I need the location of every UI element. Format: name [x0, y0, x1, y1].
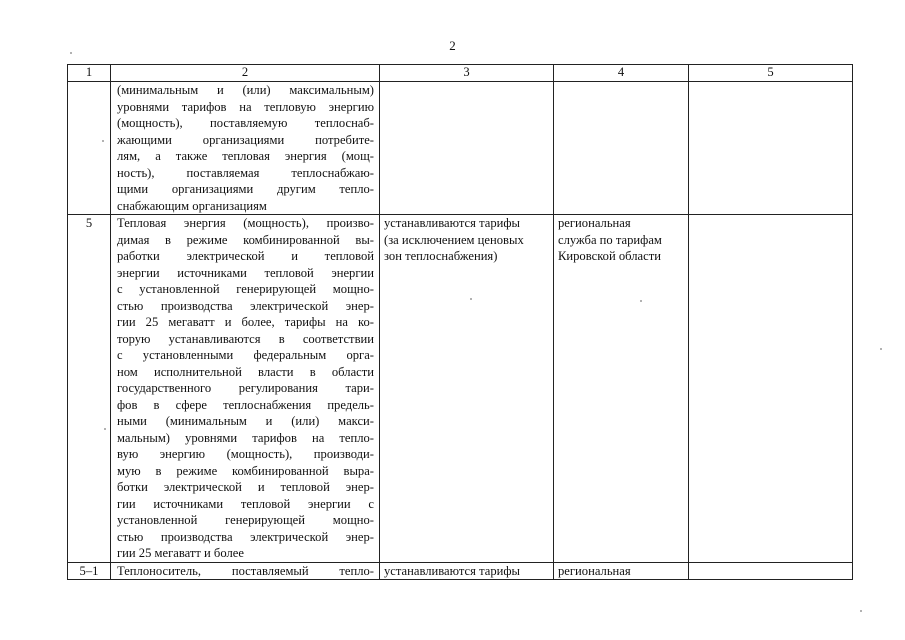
scan-speck [640, 300, 642, 302]
description-line: работки электрической и тепловой [117, 249, 374, 263]
row-authority [554, 562, 689, 580]
row-authority [554, 82, 689, 215]
description-line: Тепловая энергия (мощность), произво- [117, 216, 374, 230]
table-row [68, 82, 853, 215]
description-line: государственного регулирования тари- [117, 381, 374, 395]
description-line: ными (минимальным и (или) макси- [117, 414, 374, 428]
description-line: торую устанавливаются в соответствии [117, 331, 374, 346]
authority-line: региональная [558, 563, 631, 578]
description-line: вую энергию (мощность), производи- [117, 447, 374, 461]
description-line: димая в режиме комбинированной вы- [117, 232, 374, 247]
scan-speck [70, 52, 72, 54]
description-line: уровнями тарифов на тепловую энергию [117, 99, 374, 114]
row-note [689, 215, 853, 563]
scan-speck [860, 610, 862, 612]
description-line: ность), поставляемая теплоснабжаю- [117, 165, 374, 180]
scan-speck [104, 428, 106, 430]
header-cell-5: 5 [689, 65, 853, 82]
description-line: ном исполнительной власти в области [117, 364, 374, 379]
row-description [111, 82, 380, 215]
description-line: щими организациями другим тепло- [117, 182, 374, 196]
description-line: гии 25 мегаватт и более, тарифы на ко- [117, 315, 374, 329]
scan-speck [470, 298, 472, 300]
row-tariff-action [380, 82, 554, 215]
table-header-row [68, 65, 853, 82]
description-line: (мощность), поставляемую теплоснаб- [117, 116, 374, 130]
description-line: мальным) уровнями тарифов на тепло- [117, 430, 374, 445]
tariff-action-line: устанавливаются тарифы [384, 563, 520, 578]
tariff-action-line: устанавливаются тарифы [384, 216, 520, 230]
description-line: (минимальным и (или) максимальным) [117, 83, 374, 97]
description-line: гии источниками тепловой энергии с [117, 496, 374, 511]
description-line: гии 25 мегаватт и более [117, 546, 244, 560]
tariff-action-line: зон теплоснабжения) [384, 249, 498, 263]
row-number [68, 82, 111, 215]
table-row [68, 562, 853, 580]
tariff-table [67, 64, 853, 580]
authority-line: служба по тарифам [558, 232, 662, 247]
authority-line: региональная [558, 216, 631, 230]
row-authority [554, 215, 689, 563]
description-line: стью производства электрической энер- [117, 529, 374, 544]
row-tariff-action [380, 562, 554, 580]
description-line: жающими организациями потребите- [117, 132, 374, 147]
description-line: энергии источниками тепловой энергии [117, 265, 374, 280]
tariff-action-line: (за исключением ценовых [384, 232, 524, 247]
description-line: мую в режиме комбинированной выра- [117, 463, 374, 478]
authority-line: Кировской области [558, 249, 661, 263]
header-cell-3: 3 [380, 65, 554, 82]
row-description [111, 215, 380, 563]
description-line: ботки электрической и тепловой энер- [117, 480, 374, 494]
description-line: с установленной генерирующей мощно- [117, 282, 374, 296]
row-number: 5–1 [68, 562, 111, 580]
description-line: с установленными федеральным орга- [117, 348, 374, 362]
row-description [111, 562, 380, 580]
header-cell-1: 1 [68, 65, 111, 82]
row-tariff-action [380, 215, 554, 563]
description-line: Теплоноситель, поставляемый тепло- [117, 563, 374, 578]
scan-speck [880, 348, 882, 350]
row-number: 5 [68, 215, 111, 563]
description-line: фов в сфере теплоснабжения предель- [117, 397, 374, 412]
scan-speck [102, 140, 104, 142]
page-number: 2 [449, 38, 456, 53]
description-line: установленной генерирующей мощно- [117, 513, 374, 527]
description-line: стью производства электрической энер- [117, 298, 374, 313]
row-note [689, 562, 853, 580]
table-row [68, 215, 853, 563]
header-cell-2: 2 [111, 65, 380, 82]
description-line: снабжающим организациям [117, 198, 267, 213]
description-line: лям, а также тепловая энергия (мощ- [117, 149, 374, 163]
row-note [689, 82, 853, 215]
header-cell-4: 4 [554, 65, 689, 82]
